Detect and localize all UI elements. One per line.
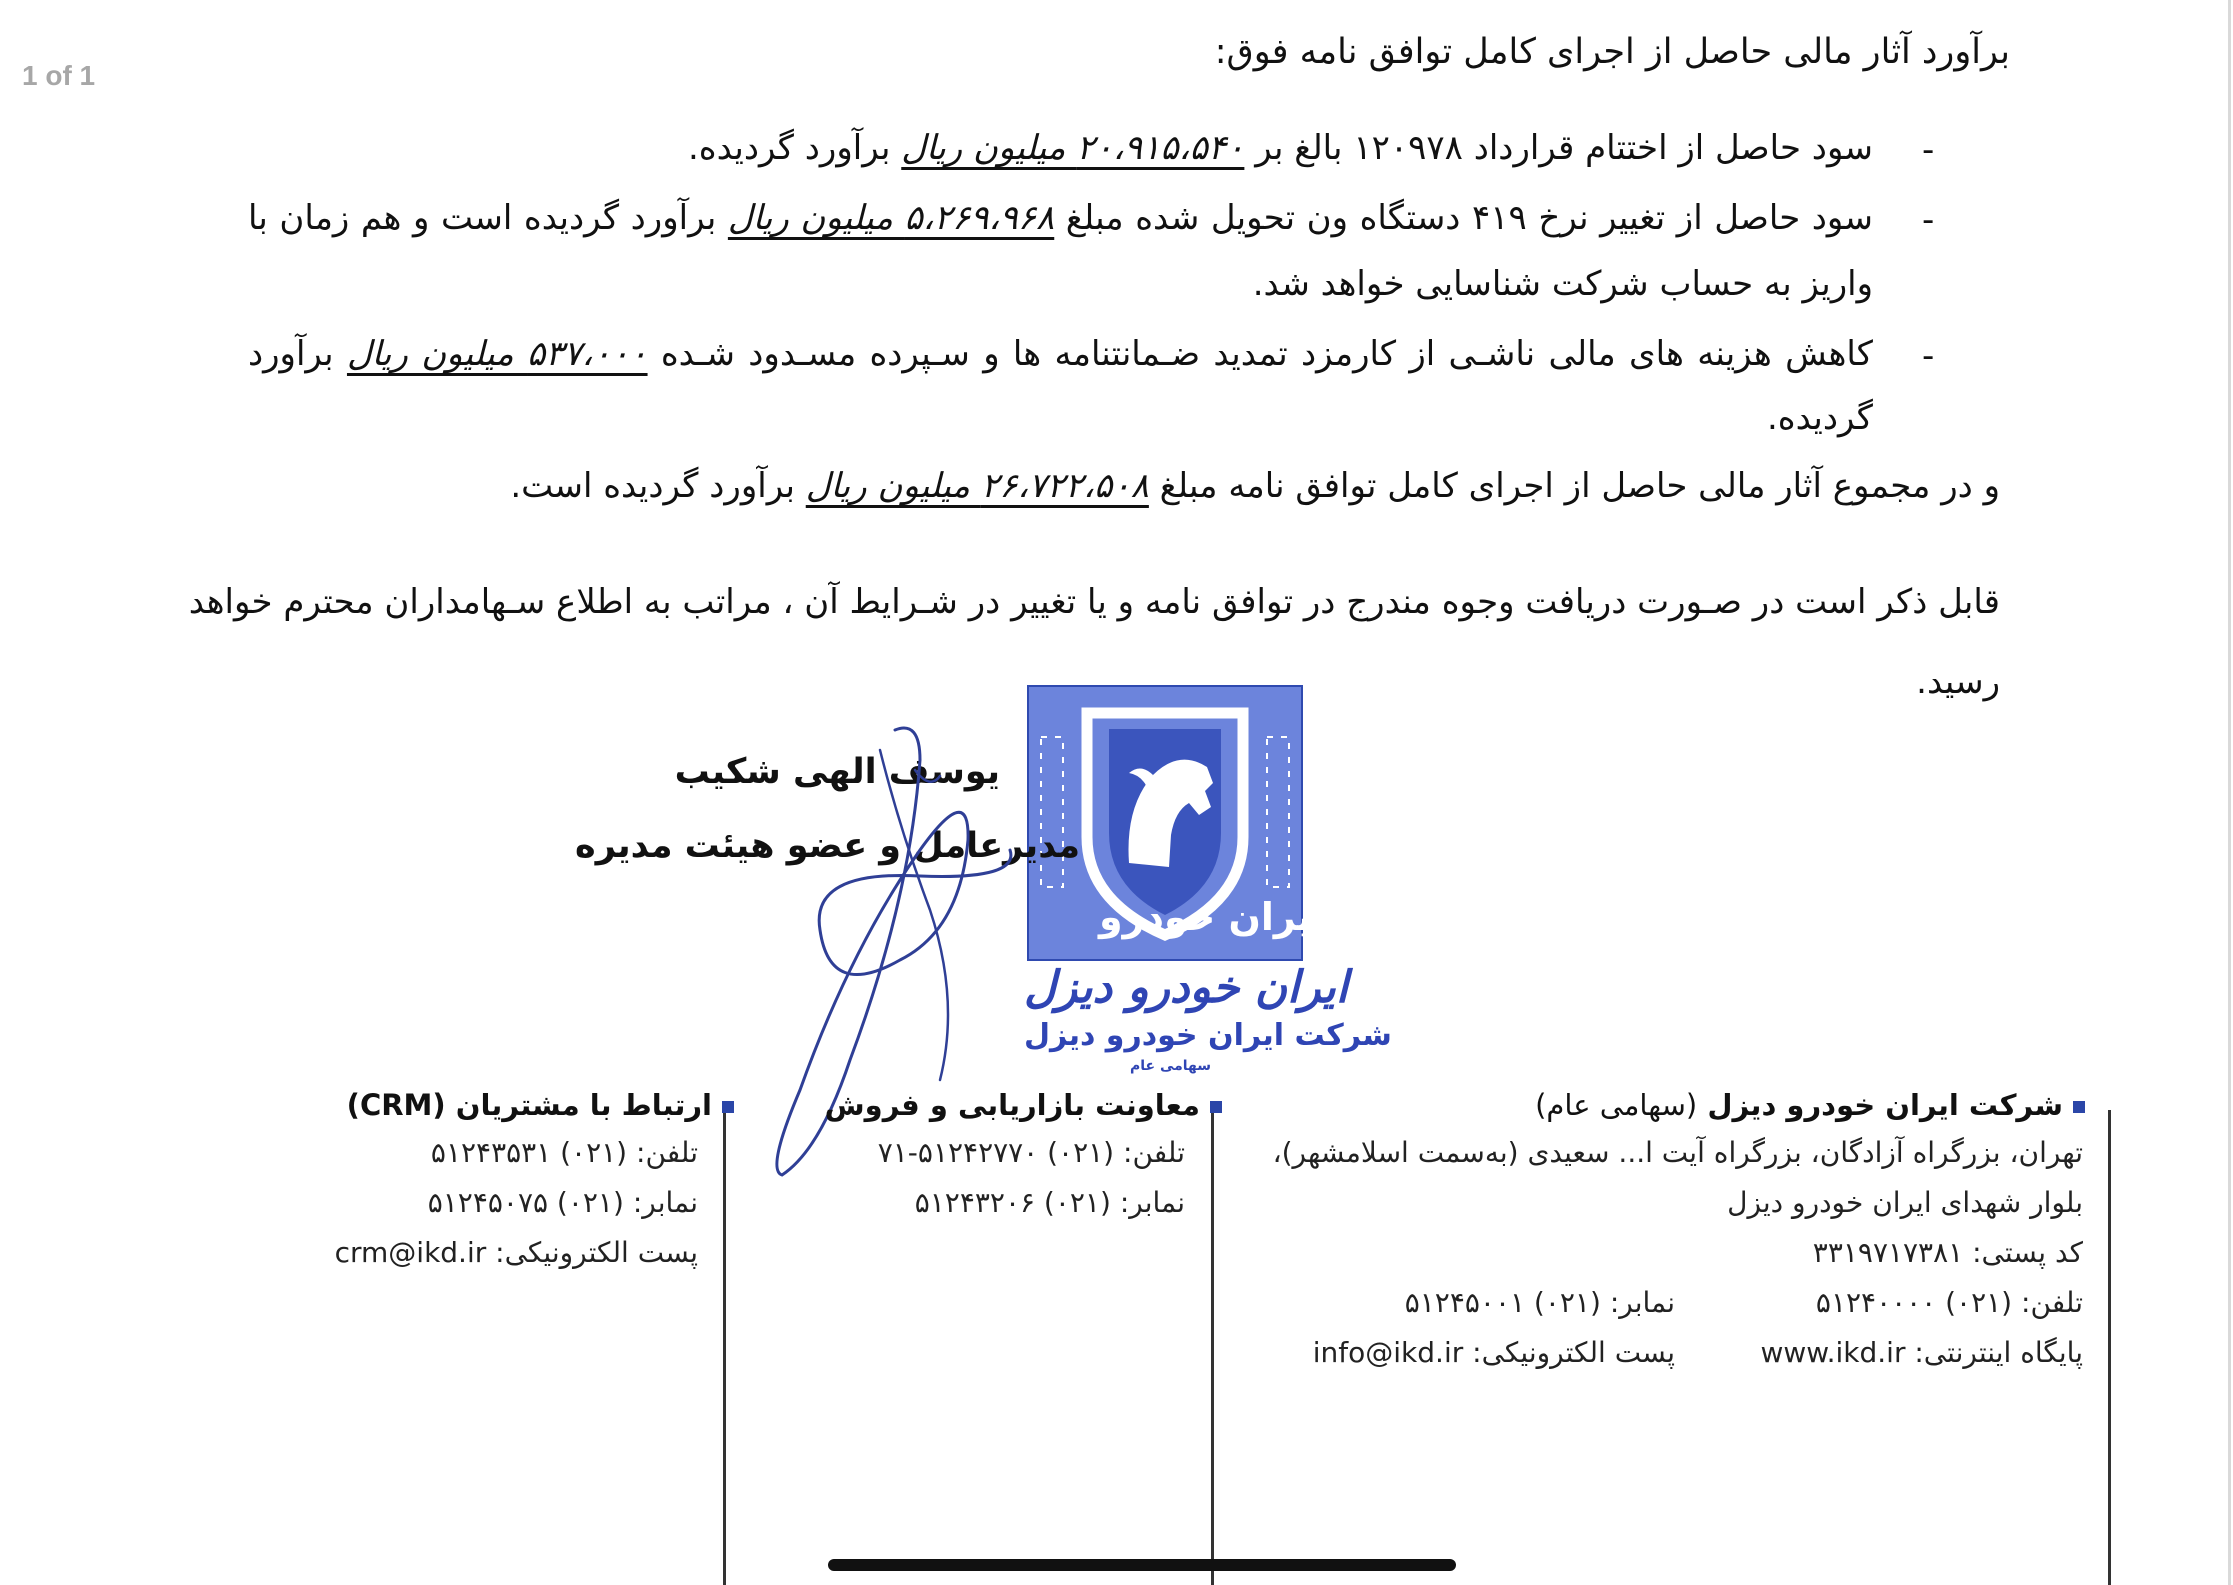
sales-title: معاونت بازاریابی و فروش xyxy=(824,1088,1200,1122)
company-address-2: بلوار شهدای ایران خودرو دیزل xyxy=(1727,1186,2083,1219)
bullet-1-suffix: برآورد گردیده. xyxy=(687,128,902,168)
phone-value: (۰۲۱) ۵۱۲۴۲۷۷۰-۷۱ xyxy=(877,1136,1115,1169)
postal-label: کد پستی: xyxy=(1972,1236,2083,1269)
footer-divider xyxy=(723,1110,726,1585)
crm-phone xyxy=(431,1136,698,1169)
company-postal xyxy=(1813,1236,2083,1269)
total-suffix: برآورد گردیده است. xyxy=(510,466,806,506)
signer-name: یوسف الهی شکیب xyxy=(674,752,1000,792)
postal-code: ۳۳۱۹۷۱۷۳۸۱ xyxy=(1812,1236,1964,1269)
bullet-square-icon xyxy=(722,1101,734,1113)
company-fax xyxy=(1405,1286,1675,1319)
email-link[interactable]: info@ikd.ir xyxy=(1312,1336,1464,1369)
page-counter: 1 of 1 xyxy=(22,60,96,91)
bullet-1-text: سود حاصل از اختتام قرارداد ۱۲۰۹۷۸ بالغ بر xyxy=(1244,128,1873,168)
note-line-2: رسید. xyxy=(1916,662,2000,702)
company-contact-title xyxy=(1535,1088,2085,1122)
total-amount: ۲۶،۷۲۲،۵۰۸ میلیون ریال xyxy=(805,466,1149,506)
company-name: شرکت ایران خودرو دیزل xyxy=(1707,1088,2063,1122)
crm-email xyxy=(335,1236,698,1269)
stamp-company-type: سهامی عام xyxy=(1130,1058,1212,1074)
note-line-1-text: قابل ذکر است در صـورت دریافت وجوه مندرج در توافق نامه و یا تغییر در شـرایط آن ، مراتب به اطلاع سـهامداران محترم خواهد xyxy=(188,582,2000,622)
handwritten-signature xyxy=(770,700,1070,1200)
footer-divider xyxy=(1211,1110,1214,1585)
bullet-3-text: کاهش هزینه های مالی ناشـی از کارمزد تمدید ضـمانتنامه ها و سـپرده مسـدود شـده xyxy=(647,334,1873,374)
bullet-1 xyxy=(688,126,1873,170)
bullet-3-amount: ۵۳۷،۰۰۰ میلیون ریال xyxy=(346,334,648,374)
website-link[interactable]: www.ikd.ir xyxy=(1760,1336,1906,1369)
company-type: (سهامی عام) xyxy=(1535,1088,1698,1122)
bullet-square-icon xyxy=(1210,1101,1222,1113)
crm-contact-title xyxy=(347,1088,734,1122)
section-heading: برآورد آثار مالی حاصل از اجرای کامل توافق نامه فوق: xyxy=(1214,32,2010,72)
bullet-2-suffix: برآورد گردیده است و هم زمان با xyxy=(248,198,728,238)
company-email xyxy=(1313,1336,1675,1369)
company-website xyxy=(1760,1336,2083,1369)
phone-label: تلفن: xyxy=(2021,1286,2083,1319)
phone-label: تلفن: xyxy=(636,1136,698,1169)
stamp-company-name: شرکت ایران خودرو دیزل xyxy=(1024,1018,1392,1053)
fax-label: نمابر: xyxy=(1119,1186,1185,1219)
phone-label: تلفن: xyxy=(1123,1136,1185,1169)
email-label: پست الکترونیکی: xyxy=(495,1236,698,1269)
bullet-2-amount: ۵،۲۶۹،۹۶۸ میلیون ریال xyxy=(727,198,1055,238)
fax-label: نمابر: xyxy=(632,1186,698,1219)
phone-value: (۰۲۱) ۵۱۲۴۳۵۳۱ xyxy=(430,1136,628,1169)
footer-divider xyxy=(2108,1110,2111,1585)
crm-title: ارتباط با مشتریان (CRM) xyxy=(346,1088,712,1122)
sales-contact-title xyxy=(825,1088,1222,1122)
bullet-marker: - xyxy=(1922,200,1935,240)
website-label: پایگاه اینترنتی: xyxy=(1914,1336,2083,1369)
stamp-logo-text: ایران خودرو xyxy=(1099,895,1325,939)
bullet-marker: - xyxy=(1922,336,1935,376)
bullet-2-line-1 xyxy=(248,196,1873,240)
email-label: پست الکترونیکی: xyxy=(1472,1336,1675,1369)
page-edge xyxy=(2228,0,2231,1585)
stamp-company-logo: ایران خودرو دیزل xyxy=(1024,962,1349,1013)
sales-phone xyxy=(878,1136,1185,1169)
fax-value: (۰۲۱) ۵۱۲۴۵۰۷۵ xyxy=(427,1186,624,1219)
crm-fax xyxy=(428,1186,698,1219)
phone-value: (۰۲۱) ۵۱۲۴۰۰۰۰ xyxy=(1815,1286,2013,1319)
bullet-2-line-2: واریز به حساب شرکت شناسایی خواهد شد. xyxy=(1252,264,1873,304)
bullet-2-text: سود حاصل از تغییر نرخ ۴۱۹ دستگاه ون تحویل شده مبلغ xyxy=(1054,198,1873,238)
fax-value: (۰۲۱) ۵۱۲۴۵۰۰۱ xyxy=(1404,1286,1601,1319)
home-indicator[interactable] xyxy=(828,1559,1456,1571)
company-address-1: تهران، بزرگراه آزادگان، بزرگراه آیت ا... سعیدی (به‌سمت اسلامشهر)، xyxy=(1272,1136,2083,1169)
fax-value: (۰۲۱) ۵۱۲۴۳۲۰۶ xyxy=(914,1186,1111,1219)
signer-title: مدیرعامل و عضو هیئت مدیره xyxy=(575,826,1080,866)
bullet-1-amount: ۲۰،۹۱۵،۵۴۰ میلیون ریال xyxy=(901,128,1245,168)
bullet-marker: - xyxy=(1922,130,1935,170)
fax-label: نمابر: xyxy=(1609,1286,1675,1319)
total-text: و در مجموع آثار مالی حاصل از اجرای کامل توافق نامه مبلغ xyxy=(1148,466,2000,506)
sales-fax xyxy=(915,1186,1185,1219)
bullet-3-suffix: برآورد xyxy=(248,334,347,374)
bullet-square-icon xyxy=(2073,1101,2085,1113)
note-line-1 xyxy=(188,580,2000,624)
email-link[interactable]: crm@ikd.ir xyxy=(334,1236,487,1269)
bullet-3-line-2: گردیده. xyxy=(1766,398,1873,438)
bullet-3-line-1 xyxy=(248,332,1873,376)
company-phone xyxy=(1816,1286,2083,1319)
total-summary xyxy=(510,464,2000,508)
